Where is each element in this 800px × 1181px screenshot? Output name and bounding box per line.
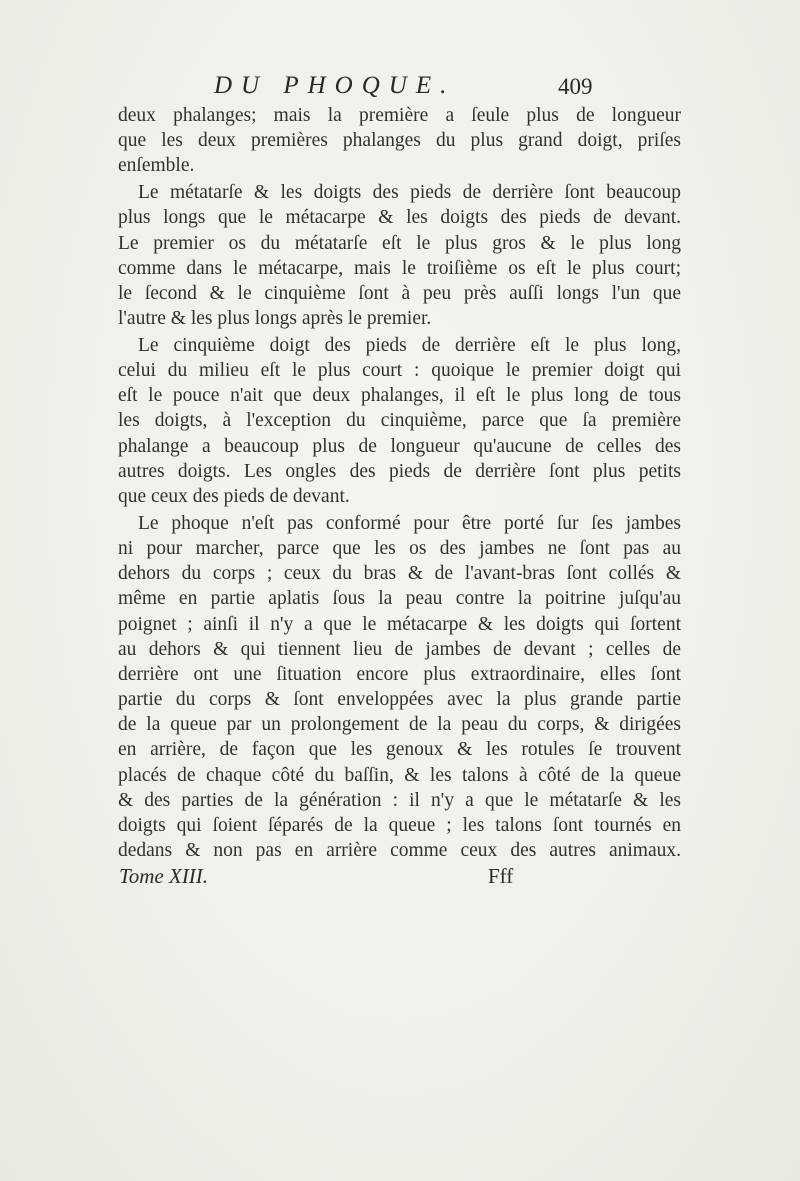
text-line: le ſecond & le cinquième ſont à peu près auſſi longs l'un que xyxy=(118,282,681,304)
text-line: eſt le pouce n'ait que deux phalanges, il eſt le plus long de tous xyxy=(118,385,681,407)
text-line: de la queue par un prolongement de la peau du corps, & dirigées xyxy=(118,714,681,736)
text-line: doigts qui ſoient ſéparés de la queue ; les talons ſont tournés en xyxy=(118,814,681,836)
page-number: 409 xyxy=(558,74,593,99)
text-line: dehors du corps ; ceux du bras & de l'avant-bras ſont collés & xyxy=(118,563,681,585)
text-line: au dehors & qui tiennent lieu de jambes de devant ; celles de xyxy=(118,638,681,660)
text-line: Le phoque n'eſt pas conformé pour être porté ſur ſes jambes xyxy=(138,512,681,534)
text-line: en arrière, de façon que les genoux & les rotules ſe trouvent xyxy=(118,739,681,761)
text-line: & des parties de la génération : il n'y a que le métatarſe & les xyxy=(118,789,681,811)
text-line: enſemble. xyxy=(118,155,195,177)
text-line: autres doigts. Les ongles des pieds de derrière ſont plus petits xyxy=(118,460,681,482)
text-line: même en partie aplatis ſous la peau contre la poitrine juſqu'au xyxy=(118,588,681,610)
text-line: que ceux des pieds de devant. xyxy=(118,485,350,507)
text-line: comme dans le métacarpe, mais le troiſième os eſt le plus court; xyxy=(118,257,681,279)
text-line: deux phalanges; mais la première a ſeule plus de longueur xyxy=(118,105,681,126)
text-line: derrière ont une ſituation encore plus extraordinaire, elles ſont xyxy=(118,663,681,685)
text-line: que les deux premières phalanges du plus grand doigt, priſes xyxy=(118,130,681,152)
running-head: DU PHOQUE. xyxy=(214,72,456,99)
text-line: phalange a beaucoup plus de longueur qu'aucune de celles des xyxy=(118,435,681,457)
text-line: partie du corps & ſont enveloppées avec la plus grande partie xyxy=(118,689,681,710)
text-line: Le cinquième doigt des pieds de derrière eſt le plus long, xyxy=(138,334,681,356)
text-line: ni pour marcher, parce que les os des jambes ne ſont pas au xyxy=(118,538,681,560)
text-line: les doigts, à l'exception du cinquième, parce que ſa première xyxy=(118,410,681,432)
text-line: dedans & non pas en arrière comme ceux des autres animaux. xyxy=(118,840,681,861)
text-line: poignet ; ainſi il n'y a que le métacarpe & les doigts qui ſortent xyxy=(118,613,681,635)
text-line: celui du milieu eſt le plus court : quoique le premier doigt qui xyxy=(118,360,681,382)
text-line: Le premier os du métatarſe eſt le plus gros & le plus long xyxy=(118,232,681,254)
signature-mark: Fff xyxy=(488,864,514,888)
text-line: l'autre & les plus longs après le premier. xyxy=(118,308,432,330)
volume-label: Tome XIII. xyxy=(119,864,209,888)
page-header xyxy=(0,72,800,102)
text-line: plus longs que le métacarpe & les doigts des pieds de devant. xyxy=(118,207,681,229)
text-line: placés de chaque côté du baſſin, & les talons à côté de la queue xyxy=(118,764,681,786)
page-footer xyxy=(0,864,800,892)
text-line: Le métatarſe & les doigts des pieds de derrière ſont beaucoup xyxy=(138,182,681,204)
